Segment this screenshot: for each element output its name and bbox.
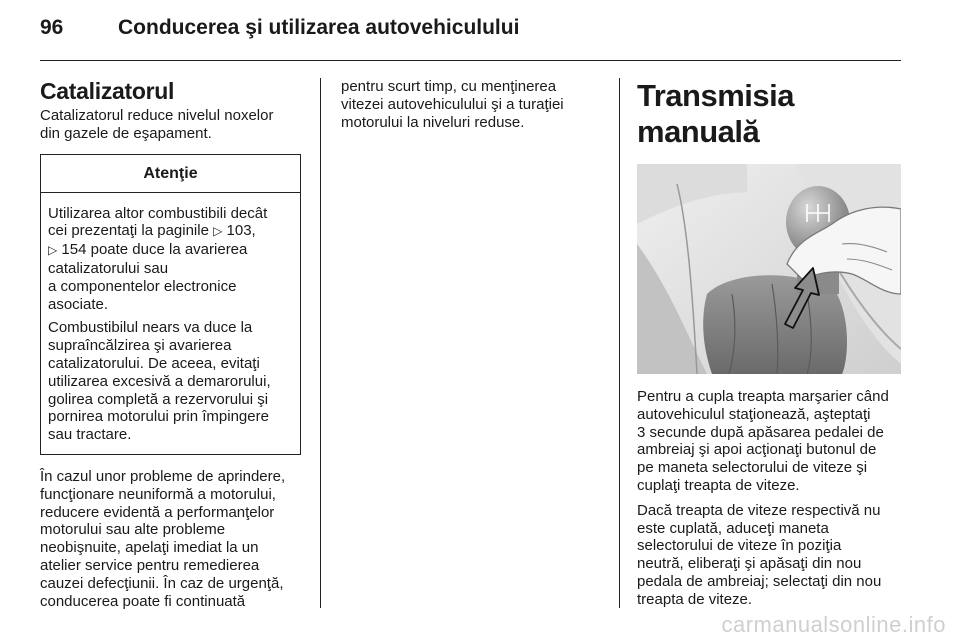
warning-paragraph-2: Combustibilul nears va duce la supraîncălzirea şi avarierea catalizatorului. De aceea, evitaţi utilizarea excesivă a demarorului, golirea completă a rezervorului şi pornirea motorului prin împingere sau tractare. [48,319,271,444]
gear-lever-photo [637,164,901,374]
warning-body [41,193,300,454]
column-3 [637,78,901,609]
warning-text: 154 poate duce la avarierea catalizatorului sau a componentelor electronice asociate. [48,241,248,313]
gear-lever-illustration [637,164,901,374]
catalyst-intro: Catalizatorul reduce nivelul noxelor din gazele de eşapament. [40,107,274,142]
chapter-title: Conducerea şi utilizarea autovehiculului [118,16,520,39]
gear-not-engaged-instructions: Dacă treapta de viteze respectivă nu este cuplată, aduceţi maneta selectorului de viteze în poziţia neutră, eliberaţi şi apăsaţi din nou pedala de ambreiaj; selectaţi din nou treapta de viteze. [637,501,882,608]
section-heading-manual-transmission: Transmisia manuală [637,78,794,149]
watermark: carmanualsonline.info [721,612,946,637]
header-rule [40,60,901,61]
column-1 [40,78,302,610]
catalyst-body-continued: pentru scurt timp, cu menţinerea vitezei autovehiculului şi a turaţiei motorului la niveluri reduse. [341,78,564,131]
page-number: 96 [40,16,64,39]
page-ref-arrow-icon: ▷ [48,243,58,258]
reverse-gear-instructions: Pentru a cupla treapta marşarier când autovehiculul staţionează, aşteptaţi 3 secunde după apăsarea pedalei de ambreiaj şi apoi acţionaţi butonul de pe maneta selectorului de viteze şi cuplaţi treapta de viteze. [637,388,889,494]
column-divider [320,78,321,608]
page-ref-arrow-icon: ▷ [213,224,223,239]
catalyst-body: În cazul unor probleme de aprindere, funcţionare neuniformă a motorului, reducere evidentă a performanţelor motorului sau alte probleme neobişnuite, apelaţi imediat la un atelier service pentru remedierea cauzei defecţiunii. În caz de urgenţă, conducerea poate fi continuată [40,467,286,610]
warning-title: Atenţie [41,155,300,193]
warning-box [40,154,301,455]
warning-paragraph-1 [48,205,294,314]
column-2 [341,78,603,131]
column-divider [619,78,620,608]
section-heading-catalyst: Catalizatorul [40,78,175,104]
warning-text: 103, [226,222,256,240]
warning-text: Utilizarea altor combustibili decât cei prezentaţi la paginile [48,204,268,240]
